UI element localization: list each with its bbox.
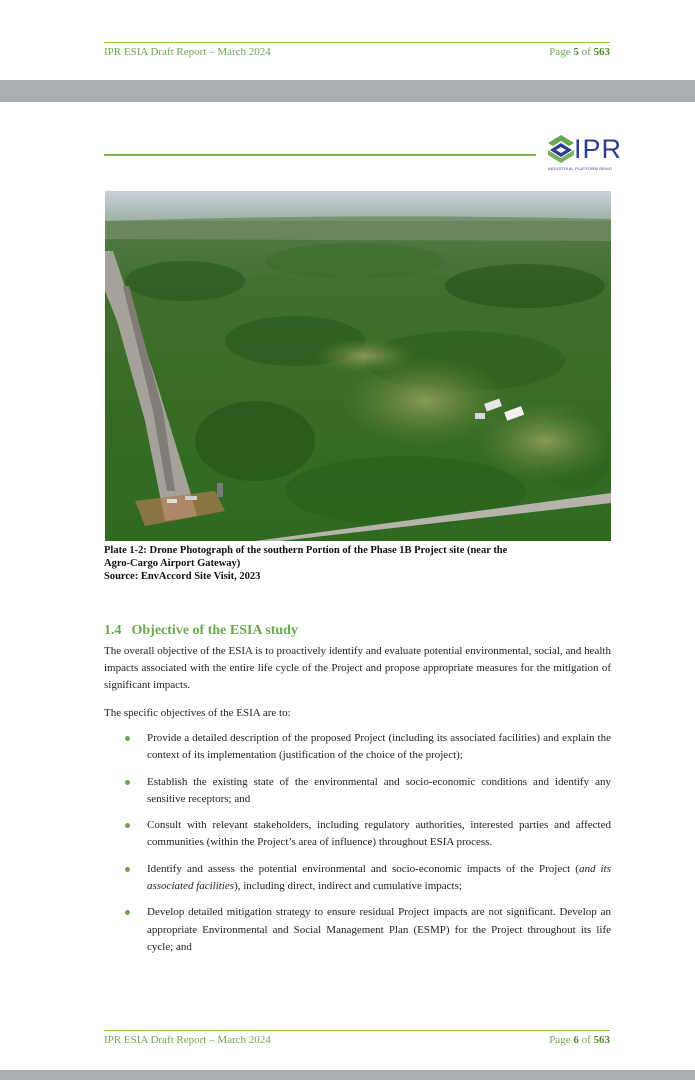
list-item: Provide a detailed description of the proposed Project (including its associated facilities) and explain the context of its implementation (justification of the choice of the project); <box>122 730 611 765</box>
bullet-icon <box>125 910 130 915</box>
intro-paragraph: The overall objective of the ESIA is to proactively identify and evaluate potential environmental, social, and health impacts associated with the entire life cycle of the Project and propose appropriate measures for the mitigation of significant impacts. <box>104 645 611 691</box>
bullet-icon <box>125 823 130 828</box>
list-item: Identify and assess the potential environmental and socio-economic impacts of the Project (and its associated facilities), including direct, indirect and cumulative impacts; <box>122 861 611 896</box>
list-item: Develop detailed mitigation strategy to ensure residual Project impacts are not significant. Develop an appropriate Environmental and Social Management Plan (ESMP) for the Project throughout its life cycle; and <box>122 904 611 956</box>
lead-paragraph: The specific objectives of the ESIA are to: <box>104 707 291 719</box>
header-page-number: Page 5 of 563 <box>549 46 610 58</box>
header-title: IPR ESIA Draft Report – March 2024 <box>104 46 271 58</box>
objectives-list <box>122 730 611 965</box>
footer-title: IPR ESIA Draft Report – March 2024 <box>104 1034 271 1046</box>
page-gap-bottom <box>0 1070 695 1080</box>
ipr-logo <box>548 134 638 174</box>
list-item: Consult with relevant stakeholders, including regulatory authorities, interested parties and affected communities (within the Project’s area of influence) throughout ESIA process. <box>122 817 611 852</box>
caption-line-1: Plate 1-2: Drone Photograph of the southern Portion of the Phase 1B Project site (near the <box>104 545 508 556</box>
section-number: 1.4 <box>104 623 122 638</box>
bullet-icon <box>125 867 130 872</box>
drone-photograph <box>105 191 611 541</box>
bullet-icon <box>125 780 130 785</box>
list-item: Establish the existing state of the environmental and socio-economic conditions and identify any sensitive receptors; and <box>122 774 611 809</box>
caption-source: Source: EnvAccord Site Visit, 2023 <box>104 571 261 582</box>
section-heading <box>104 623 298 639</box>
plate-caption <box>104 544 610 583</box>
footer-rule <box>104 1030 610 1031</box>
logo-text: IPR <box>574 134 623 164</box>
section-title: Objective of the ESIA study <box>131 623 298 638</box>
header-rule <box>104 42 610 43</box>
bullet-icon <box>125 736 130 741</box>
logo-rule <box>104 154 536 156</box>
logo-tagline: INDUSTRIAL PLATFORM REMO <box>548 166 613 171</box>
page-gap-top <box>0 80 695 102</box>
caption-line-2: Agro-Cargo Airport Gateway) <box>104 558 241 569</box>
footer-page-number: Page 6 of 563 <box>549 1034 610 1046</box>
